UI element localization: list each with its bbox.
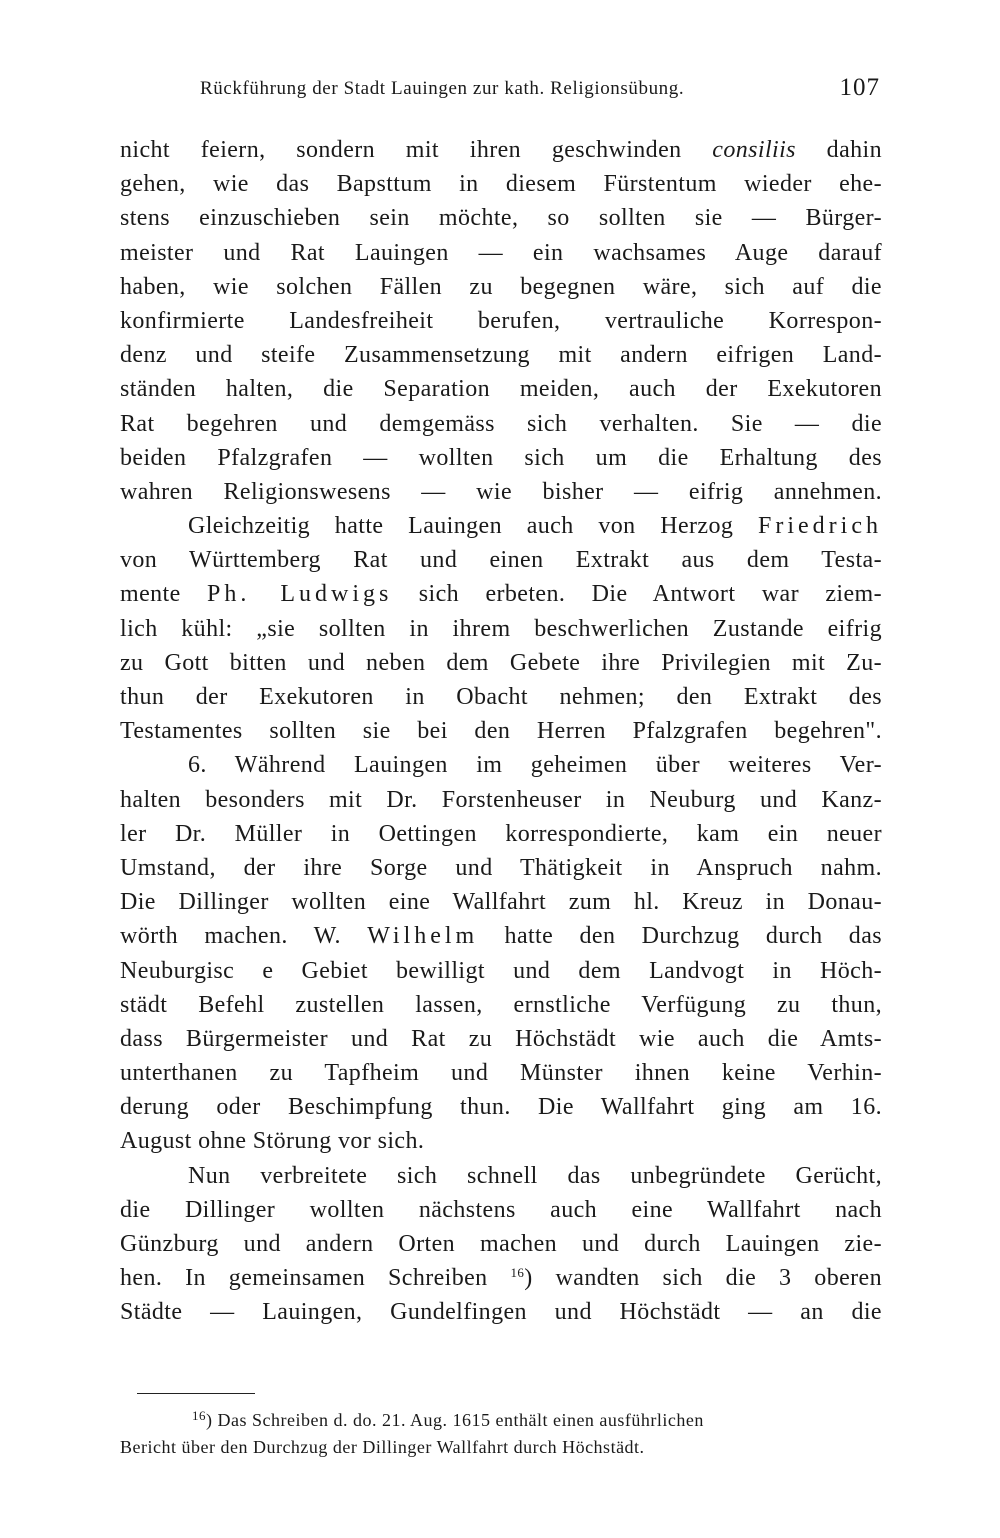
text-line: meister und Rat Lauingen — ein wachsames Auge darauf: [120, 239, 882, 266]
footnote-divider: [137, 1393, 255, 1394]
latin-term: consiliis: [712, 137, 796, 163]
running-title: Rückführung der Stadt Lauingen zur kath. Religionsübung.: [200, 78, 685, 99]
paragraph-start-line: 6. Während Lauingen im geheimen über weiteres Ver-: [188, 752, 882, 779]
text-line: halten besonders mit Dr. Forstenheuser in Neuburg und Kanz-: [120, 786, 882, 813]
text-line: konfirmierte Landesfreiheit berufen, vertrauliche Korrespon-: [120, 307, 882, 334]
text-line: Städte — Lauingen, Gundelfingen und Höchstädt — an die: [120, 1299, 882, 1326]
text-line: dass Bürgermeister und Rat zu Höchstädt wie auch die Amts-: [120, 1025, 882, 1052]
text-line: derung oder Beschimpfung thun. Die Wallfahrt ging am 16.: [120, 1094, 882, 1121]
text-line: haben, wie solchen Fällen zu begegnen wäre, sich auf die: [120, 273, 882, 300]
text-line: nicht feiern, sondern mit ihren geschwinden consiliis dahin: [120, 137, 882, 163]
text-line: ständen halten, die Separation meiden, auch der Exekutoren: [120, 376, 882, 403]
paragraph-start-line: Gleichzeitig hatte Lauingen auch von Herzog Friedrich: [188, 513, 882, 540]
text-line: die Dillinger wollten nächstens auch eine Wallfahrt nach: [120, 1196, 882, 1223]
text-line: thun der Exekutoren in Obacht nehmen; den Extrakt des: [120, 684, 882, 710]
body-text: [120, 133, 882, 1330]
text-line: gehen, wie das Bapsttum in diesem Fürstentum wieder ehe-: [120, 171, 882, 198]
spaced-name: Ph. Ludwigs: [207, 581, 393, 608]
footnote-line: Bericht über den Durchzug der Dillinger Wallfahrt durch Höchstädt.: [120, 1437, 645, 1457]
spaced-name: Wilhelm: [367, 923, 479, 950]
text-line: mente Ph. Ludwigs sich erbeten. Die Antwort war ziem-: [120, 581, 883, 608]
text-line: lich kühl: „sie sollten in ihrem beschwerlichen Zustande eifrig: [120, 615, 882, 642]
page-number: 107: [839, 74, 880, 101]
text-line: Testamentes sollten sie bei den Herren Pfalzgrafen begehren".: [120, 718, 882, 745]
text-line: Umstand, der ihre Sorge und Thätigkeit in Anspruch nahm.: [120, 854, 882, 881]
text-line: unterthanen zu Tapfheim und Münster ihnen keine Verhin-: [120, 1060, 882, 1087]
footnote: [120, 1407, 882, 1461]
spaced-name: Friedrich: [758, 513, 882, 540]
text-line: denz und steife Zusammensetzung mit andern eifrigen Land-: [120, 342, 882, 369]
text-line: Rat begehren und demgemäss sich verhalten. Sie — die: [120, 410, 882, 437]
text-line: Die Dillinger wollten eine Wallfahrt zum hl. Kreuz in Donau-: [120, 889, 882, 916]
text-line: ler Dr. Müller in Oettingen korrespondierte, kam ein neuer: [120, 820, 882, 847]
text-line: von Württemberg Rat und einen Extrakt aus dem Testa-: [120, 547, 882, 574]
text-line: zu Gott bitten und neben dem Gebete ihre Privilegien mit Zu-: [120, 649, 882, 676]
text-line: wahren Religionswesens — wie bisher — eifrig annehmen.: [120, 478, 882, 505]
text-line: Günzburg und andern Orten machen und durch Lauingen zie-: [120, 1231, 882, 1257]
text-line: Neuburgisc e Gebiet bewilligt und dem Landvogt in Höch-: [120, 957, 882, 984]
footnote-marker: 16: [192, 1408, 206, 1423]
text-line: wörth machen. W. Wilhelm hatte den Durchzug durch das: [120, 923, 882, 950]
page-header: [200, 74, 880, 108]
text-line: hen. In gemeinsamen Schreiben $^{16}$) wandten sich die 3 oberen: [120, 1265, 883, 1292]
text-line: stens einzuschieben sein möchte, so sollten sie — Bürger-: [120, 205, 882, 232]
text-line: städt Befehl zustellen lassen, ernstliche Verfügung zu thun,: [120, 991, 882, 1018]
footnote-reference: 16: [510, 1265, 525, 1281]
text-line: August ohne Störung vor sich.: [120, 1128, 425, 1155]
footnote-line: $^{16}$) Das Schreiben d. do. 21. Aug. 1615 enthält einen ausführlichen: [192, 1408, 704, 1430]
paragraph-start-line: Nun verbreitete sich schnell das unbegründete Gerücht,: [188, 1162, 882, 1189]
text-line: beiden Pfalzgrafen — wollten sich um die Erhaltung des: [120, 444, 882, 471]
